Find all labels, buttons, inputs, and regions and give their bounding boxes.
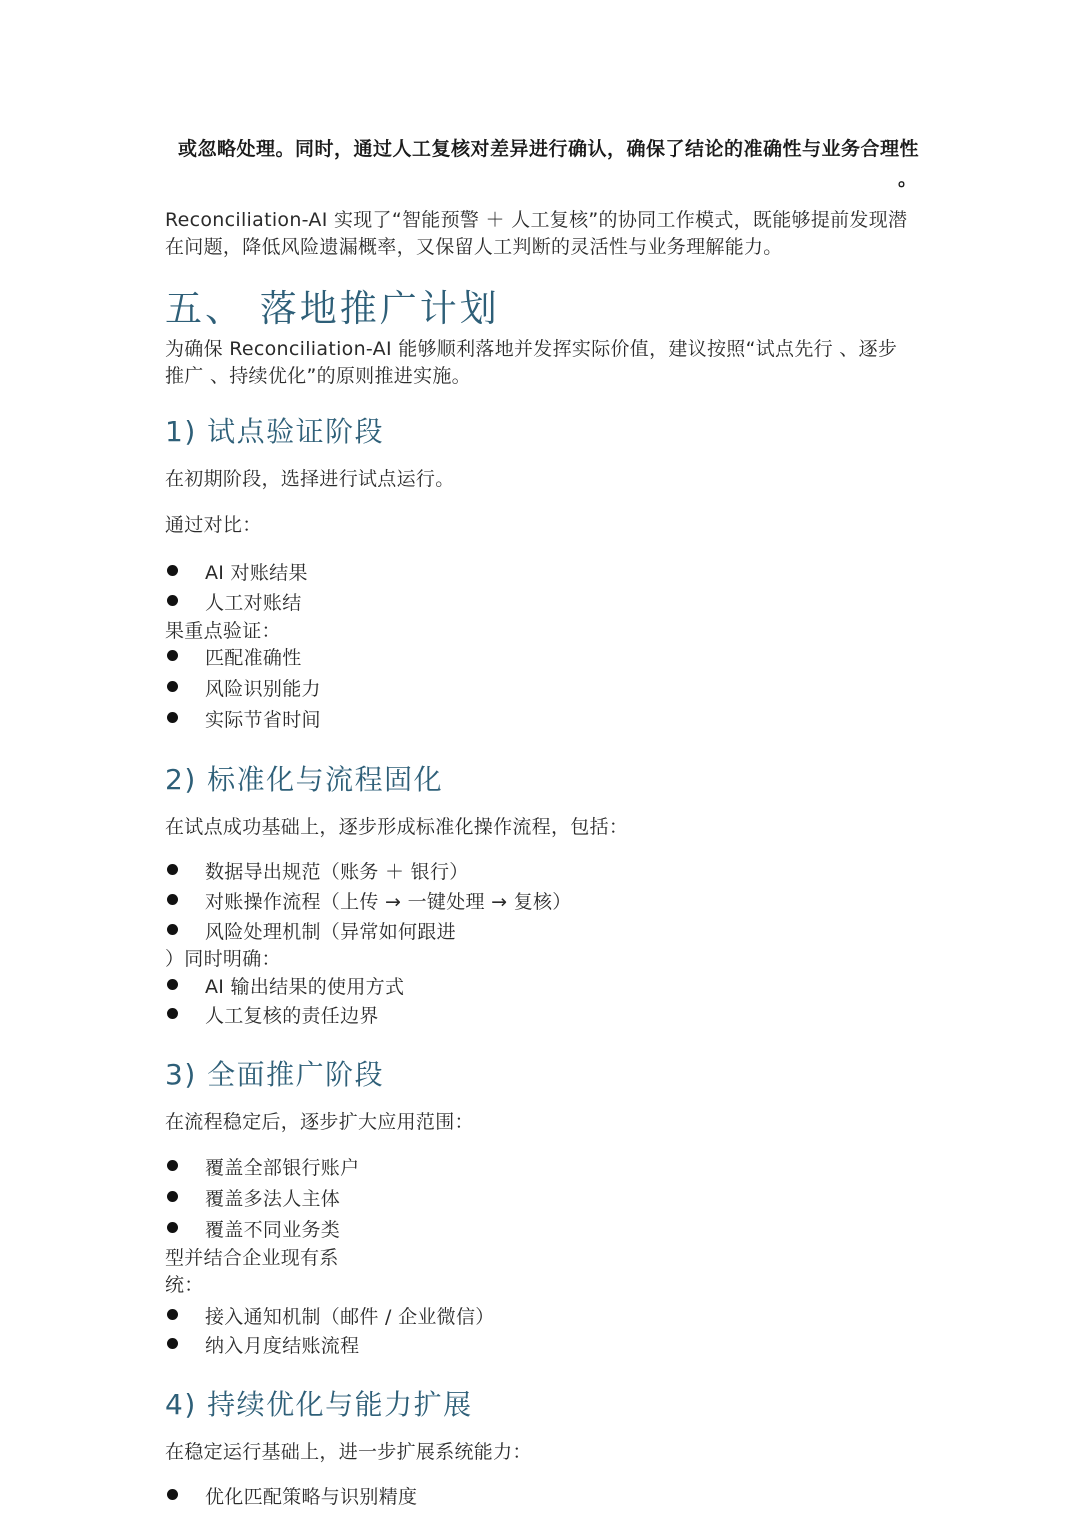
- section-5-heading: 五、 落地推广计划: [165, 287, 500, 330]
- bullet-dot: [167, 565, 178, 576]
- list-item: 接入通知机制（邮件 / 企业微信）: [205, 1306, 495, 1328]
- bullet-dot: [167, 864, 178, 875]
- intro-bold-line: 或忽略处理。同时，通过人工复核对差异进行确认，确保了结论的准确性与业务合理性: [178, 138, 920, 160]
- section-5-paragraph-line-2: 推广 、持续优化”的原则推进实施。: [165, 365, 471, 387]
- phase-2-heading: 2) 标准化与流程固化: [165, 763, 444, 796]
- phase-2-wrap-text: ）同时明确：: [165, 948, 281, 970]
- phase-3-text-1: 在流程稳定后，逐步扩大应用范围：: [165, 1111, 474, 1133]
- intro-paragraph-line-1: Reconciliation-AI 实现了“智能预警 ＋ 人工复核”的协同工作模式，既能够提前发现潜: [165, 209, 908, 231]
- bullet-dot: [167, 924, 178, 935]
- list-item: AI 输出结果的使用方式: [205, 976, 405, 998]
- list-item: 优化匹配策略与识别精度: [205, 1486, 418, 1508]
- bullet-dot: [167, 1489, 178, 1500]
- bullet-dot: [167, 1008, 178, 1019]
- phase-1-text-1: 在初期阶段，选择进行试点运行。: [165, 468, 455, 490]
- phase-1-heading: 1) 试点验证阶段: [165, 415, 385, 448]
- phase-4-text-1: 在稳定运行基础上，进一步扩展系统能力：: [165, 1441, 532, 1463]
- intro-paragraph-line-2: 在问题，降低风险遗漏概率，又保留人工判断的灵活性与业务理解能力。: [165, 236, 783, 258]
- list-item: 覆盖多法人主体: [205, 1188, 341, 1210]
- phase-1-wrap-text: 果重点验证：: [165, 620, 281, 642]
- list-item: 覆盖全部银行账户: [205, 1157, 360, 1179]
- section-5-paragraph-line-1: 为确保 Reconciliation-AI 能够顺利落地并发挥实际价值，建议按照“试点先行 、逐步: [165, 338, 898, 360]
- bullet-dot: [167, 979, 178, 990]
- list-item: 匹配准确性: [205, 647, 302, 669]
- intro-bold-tail: 。: [898, 168, 918, 190]
- list-item: 纳入月度结账流程: [205, 1335, 360, 1357]
- list-item: 风险识别能力: [205, 678, 321, 700]
- list-item: 人工复核的责任边界: [205, 1005, 379, 1027]
- phase-3-heading: 3) 全面推广阶段: [165, 1058, 385, 1091]
- bullet-dot: [167, 681, 178, 692]
- bullet-dot: [167, 1309, 178, 1320]
- bullet-dot: [167, 1338, 178, 1349]
- list-item: 人工对账结: [205, 592, 302, 614]
- bullet-dot: [167, 1222, 178, 1233]
- phase-1-text-2: 通过对比：: [165, 514, 262, 536]
- list-item: 数据导出规范（账务 ＋ 银行）: [205, 861, 469, 883]
- bullet-dot: [167, 1160, 178, 1171]
- list-item: AI 对账结果: [205, 562, 308, 584]
- bullet-dot: [167, 712, 178, 723]
- list-item: 覆盖不同业务类: [205, 1219, 341, 1241]
- bullet-dot: [167, 894, 178, 905]
- bullet-dot: [167, 1191, 178, 1202]
- bullet-dot: [167, 595, 178, 606]
- bullet-dot: [167, 650, 178, 661]
- list-item: 风险处理机制（异常如何跟进: [205, 921, 456, 943]
- list-item: 对账操作流程（上传 → 一键处理 → 复核）: [205, 891, 572, 913]
- phase-2-text-1: 在试点成功基础上，逐步形成标准化操作流程，包括：: [165, 816, 629, 838]
- phase-3-wrap-line-2: 统：: [165, 1274, 204, 1296]
- list-item: 实际节省时间: [205, 709, 321, 731]
- phase-4-heading: 4) 持续优化与能力扩展: [165, 1388, 473, 1421]
- phase-3-wrap-line-1: 型并结合企业现有系: [165, 1247, 339, 1269]
